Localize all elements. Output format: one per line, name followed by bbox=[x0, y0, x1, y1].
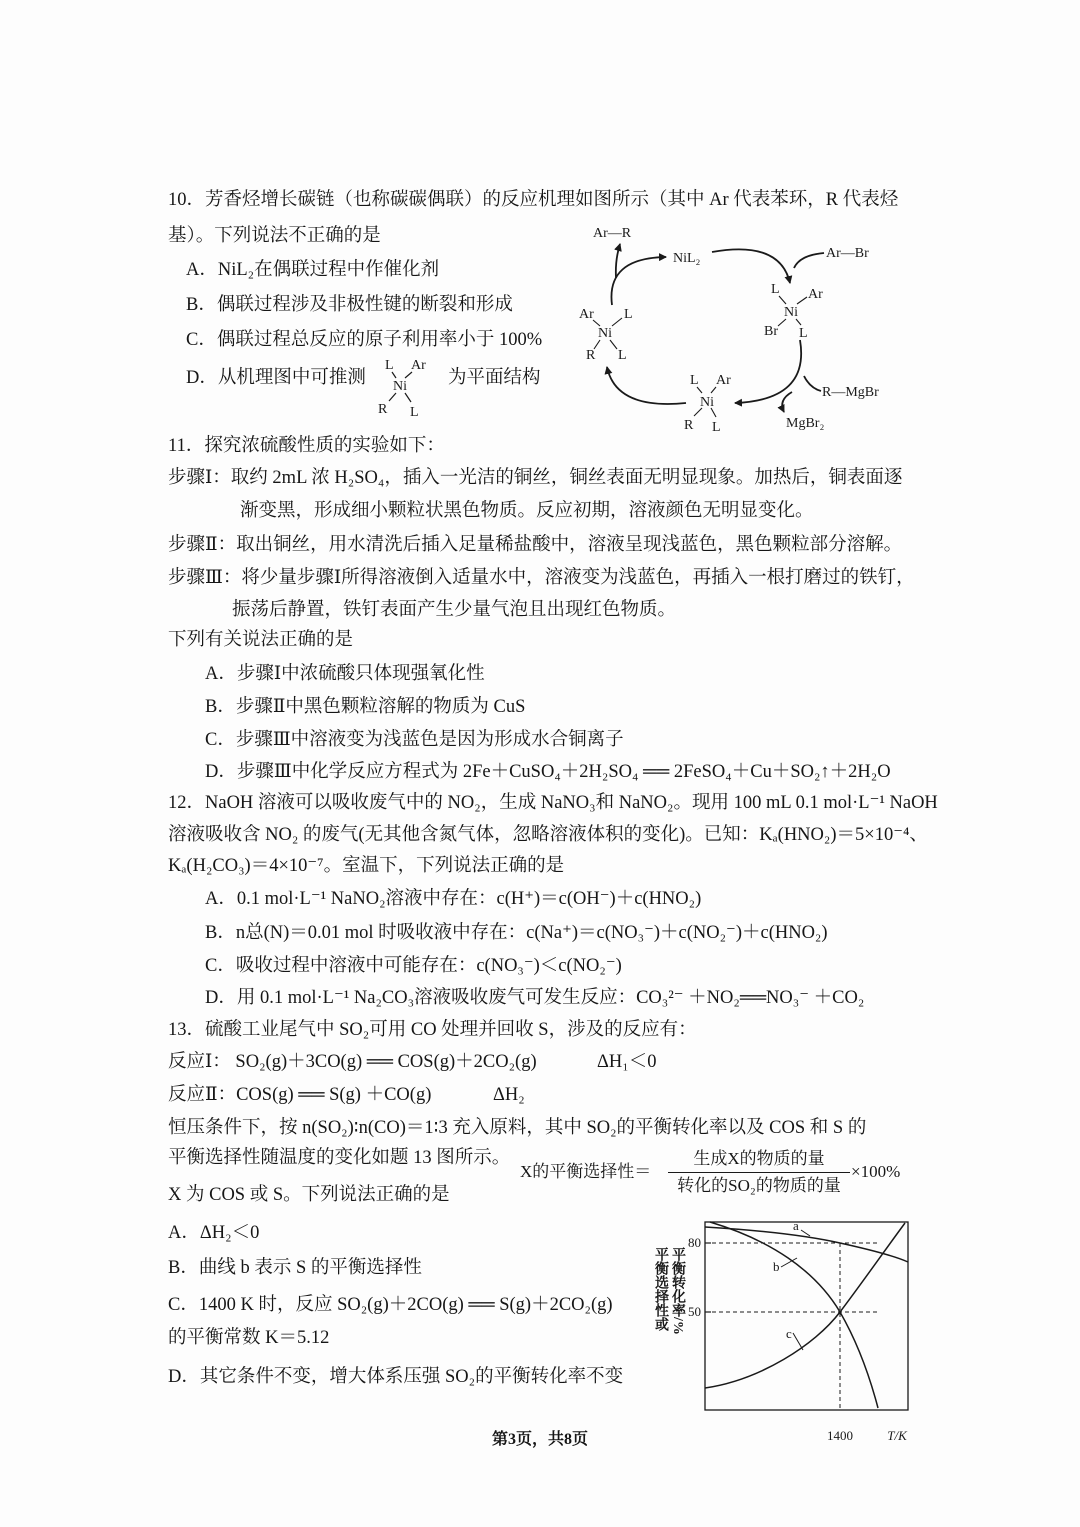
q10-stem-line1: 10．芳香烃增长碳链（也称碳碳偶联）的反应机理如图所示（其中 Ar 代表苯环，R 代表烃 bbox=[168, 190, 899, 210]
product-label: Ar—R bbox=[593, 226, 632, 241]
page-number: 第3页，共8页 bbox=[491, 1431, 588, 1448]
complex-trans-ligand-top: L bbox=[690, 373, 699, 388]
q11-step3-line2: 振荡后静置，铁钉表面产生少量气泡且出现红色物质。 bbox=[232, 600, 677, 620]
q13-reaction2-enthalpy: ΔH₂ bbox=[493, 1085, 525, 1105]
x-axis-label: T/K bbox=[887, 1428, 907, 1443]
structure-metal: Ni bbox=[393, 379, 407, 394]
q11-step3-line1: 步骤Ⅲ：将少量步骤Ⅰ所得溶液倒入适量水中，溶液变为浅蓝色，再插入一根打磨过的铁钉， bbox=[168, 568, 915, 588]
q13-option-d: D．其它条件不变，增大体系压强 SO₂的平衡转化率不变 bbox=[168, 1367, 624, 1387]
curve-c bbox=[705, 1223, 905, 1388]
q11-option-c: C．步骤Ⅲ中溶液变为浅蓝色是因为形成水合铜离子 bbox=[205, 730, 624, 750]
q10-option-a: A．NiL₂在偶联过程中作催化剂 bbox=[186, 260, 440, 280]
complex-trans-ligand-bottom: L bbox=[712, 420, 721, 435]
curve-a bbox=[705, 1227, 908, 1262]
q12-stem-line2: 溶液吸收含 NO₂ 的废气(无其他含氮气体，忽略溶液体积的变化)。已知：Kₐ(HNO₂)＝5×10⁻⁴、 bbox=[168, 825, 928, 845]
q11-question: 下列有关说法正确的是 bbox=[168, 630, 354, 650]
arrow-to-catalyst bbox=[611, 257, 666, 305]
structure-alkyl: R bbox=[378, 402, 388, 417]
complex-cis-alkyl: R bbox=[586, 348, 596, 363]
structure-ligand-bottom: L bbox=[410, 405, 419, 420]
curve-label-c: c bbox=[786, 1326, 792, 1341]
curves bbox=[705, 1222, 908, 1408]
grignard-label: R—MgBr bbox=[822, 385, 879, 400]
q13-option-c-line1: C．1400 K 时，反应 SO₂(g)＋2CO(g) ══ S(g)＋2CO₂(g) bbox=[168, 1295, 613, 1315]
q13-condition-line1: 恒压条件下，按 n(SO₂)∶n(CO)＝1∶3 充入原料，其中 SO₂的平衡转化率以及 COS 和 S 的 bbox=[168, 1118, 867, 1138]
q13-condition-line2: 平衡选择性随温度的变化如题 13 图所示。 bbox=[168, 1148, 511, 1168]
complex-trans-aryl: Ar bbox=[716, 373, 731, 388]
complex-oxidative-aryl: Ar bbox=[808, 287, 823, 302]
figure-y-label-2: 平衡转化率/% bbox=[670, 1247, 685, 1335]
complex-oxidative-ligand-top: L bbox=[771, 282, 780, 297]
q10-option-d-structure bbox=[372, 350, 442, 420]
aryl-bromide-label: Ar—Br bbox=[826, 246, 869, 261]
q11-step1-line1: 步骤Ⅰ：取约 2mL 浓 H₂SO₄，插入一光洁的铜丝，铜丝表面无明显现象。加热后，铜表面逐 bbox=[168, 468, 903, 488]
complex-cis-metal: Ni bbox=[598, 326, 612, 341]
q12-option-c: C．吸收过程中溶液中可能存在：c(NO₃⁻)＜c(NO₂⁻) bbox=[205, 956, 622, 976]
q10-option-d-suffix: 为平面结构 bbox=[448, 368, 541, 388]
arrow-isomerization bbox=[607, 367, 686, 404]
q10-option-b: B．偶联过程涉及非极性键的断裂和形成 bbox=[186, 295, 513, 315]
q11-stem: 11．探究浓硫酸性质的实验如下： bbox=[168, 436, 445, 456]
mechanism-diagram bbox=[575, 215, 920, 435]
structure-aryl: Ar bbox=[411, 358, 426, 373]
bond-line bbox=[612, 318, 622, 326]
y-tick-label-50: 50 bbox=[688, 1304, 701, 1319]
q12-option-b: B．n总(N)＝0.01 mol 时吸收液中存在：c(Na⁺)＝c(NO₃⁻)＋c(NO₂⁻)＋c(HNO₂) bbox=[205, 923, 828, 943]
complex-cis-ligand-bottom: L bbox=[618, 348, 627, 363]
complex-cis-aryl: Ar bbox=[579, 307, 594, 322]
bond-line bbox=[610, 340, 617, 349]
curve-label-a: a bbox=[793, 1218, 799, 1233]
structure-ligand-top: L bbox=[385, 358, 394, 373]
formula-factor: ×100% bbox=[851, 1162, 901, 1181]
q11-option-d: D．步骤Ⅲ中化学反应方程式为 2Fe＋CuSO₄＋2H₂SO₄ ══ 2FeSO₄＋Cu＋SO₂↑＋2H₂O bbox=[205, 762, 891, 782]
leader-a bbox=[801, 1230, 810, 1236]
q11-option-b: B．步骤Ⅱ中黑色颗粒溶解的物质为 CuS bbox=[205, 697, 526, 717]
bond-line bbox=[405, 393, 411, 402]
formula-denominator: 转化的SO₂的物质的量 bbox=[677, 1176, 841, 1195]
q11-step2: 步骤Ⅱ：取出铜丝，用水清洗后插入足量稀盐酸中，溶液呈现浅蓝色，黑色颗粒部分溶解。 bbox=[168, 535, 903, 555]
q13-reaction2: 反应Ⅱ：COS(g) ══ S(g) ＋CO(g) bbox=[168, 1085, 432, 1105]
curve-label-b: b bbox=[773, 1259, 780, 1274]
q13-reaction1: 反应Ⅰ： SO₂(g)＋3CO(g) ══ COS(g)＋2CO₂(g) bbox=[168, 1052, 537, 1072]
arrow-transmetalation bbox=[735, 340, 801, 403]
bond-line bbox=[778, 319, 786, 326]
q12-stem-line1: 12．NaOH 溶液可以吸收废气中的 NO₂，生成 NaNO₃和 NaNO₂。现用 100 mL 0.1 mol·L⁻¹ NaOH bbox=[168, 793, 938, 813]
x-tick-label-1400: 1400 bbox=[827, 1428, 853, 1443]
q10-stem-line2: 基）。下列说法不正确的是 bbox=[168, 226, 381, 246]
complex-oxidative-metal: Ni bbox=[784, 305, 798, 320]
bond-line bbox=[389, 393, 396, 401]
q12-option-a: A．0.1 mol·L⁻¹ NaNO₂溶液中存在：c(H⁺)＝c(OH⁻)＋c(HNO₂) bbox=[205, 889, 702, 909]
q13-stem: 13．硫酸工业尾气中 SO₂可用 CO 处理并回收 S，涉及的反应有： bbox=[168, 1020, 697, 1040]
q12-option-d: D．用 0.1 mol·L⁻¹ Na₂CO₃溶液吸收废气可发生反应：CO₃²⁻ ＋NO₂══NO₃⁻ ＋CO₂ bbox=[205, 988, 865, 1008]
arrow-to-byproduct bbox=[782, 392, 792, 412]
aryl-bromide-join bbox=[794, 253, 824, 268]
curve-b bbox=[710, 1222, 878, 1408]
leader-c bbox=[793, 1333, 803, 1350]
q13-reaction1-enthalpy: ΔH₁＜0 bbox=[597, 1052, 657, 1072]
bond-line bbox=[779, 296, 786, 304]
q12-stem-line3: Kₐ(H₂CO₃)＝4×10⁻⁷。室温下，下列说法正确的是 bbox=[168, 856, 565, 876]
q10-option-c: C．偶联过程总反应的原子利用率小于 100% bbox=[186, 330, 543, 350]
q13-figure bbox=[645, 1212, 915, 1447]
q10-option-d-prefix: D．从机理图中可推测 bbox=[186, 368, 366, 388]
complex-oxidative-bromide: Br bbox=[764, 324, 778, 339]
catalyst-label: NiL₂ bbox=[673, 251, 701, 266]
complex-trans-metal: Ni bbox=[700, 395, 714, 410]
q11-option-a: A．步骤Ⅰ中浓硫酸只体现强氧化性 bbox=[205, 664, 485, 684]
complex-cis-ligand-top: L bbox=[624, 307, 633, 322]
q13-option-c-line2: 的平衡常数 K＝5.12 bbox=[168, 1328, 330, 1348]
byproduct-label: MgBr₂ bbox=[786, 416, 825, 431]
formula-lhs: X的平衡选择性＝ bbox=[520, 1162, 652, 1181]
arrow-oxidative-addition bbox=[712, 249, 790, 283]
guide-lines bbox=[705, 1243, 880, 1410]
figure-y-label-1: 平衡选择性或 bbox=[653, 1247, 668, 1331]
formula-fraction-bar bbox=[668, 1172, 850, 1173]
q13-option-b: B．曲线 b 表示 S 的平衡选择性 bbox=[168, 1258, 422, 1278]
formula-numerator: 生成X的物质的量 bbox=[693, 1149, 825, 1168]
q13-option-a: A．ΔH₂＜0 bbox=[168, 1223, 260, 1243]
complex-oxidative-ligand-bottom: L bbox=[799, 326, 808, 341]
q11-step1-line2: 渐变黑，形成细小颗粒状黑色物质。反应初期，溶液颜色无明显变化。 bbox=[240, 501, 814, 521]
complex-trans-alkyl: R bbox=[684, 418, 694, 433]
grignard-join bbox=[804, 376, 821, 391]
y-tick-label-80: 80 bbox=[688, 1235, 701, 1250]
q13-condition-line3: X 为 COS 或 S。下列说法正确的是 bbox=[168, 1185, 450, 1205]
bond-line bbox=[797, 297, 807, 304]
